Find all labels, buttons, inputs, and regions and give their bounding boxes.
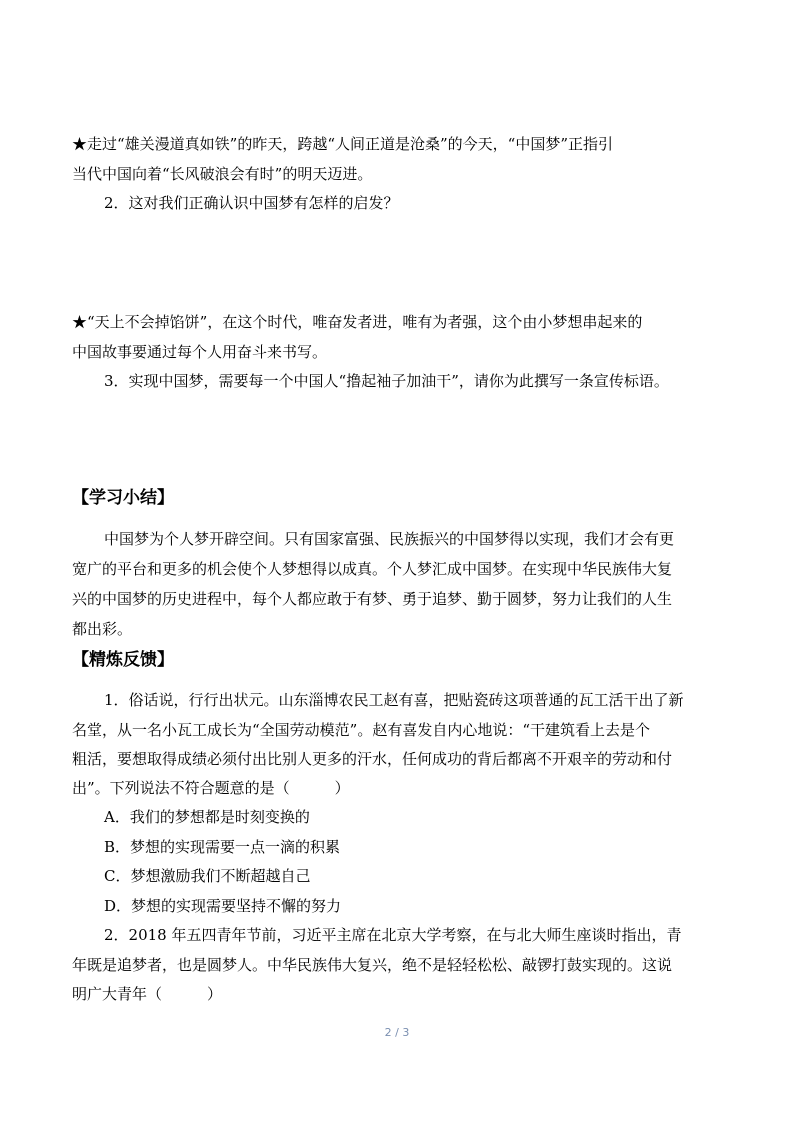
option-c: C．梦想激励我们不断超越自己	[104, 867, 311, 885]
question-1-line: 粗活，要想取得成绩必须付出比别人更多的汗水，任何成功的背后都离不开艰辛的劳动和付	[72, 750, 673, 768]
summary-line: 宽广的平台和更多的机会使个人梦想得以成真。个人梦汇成中国梦。在实现中华民族伟大复	[72, 560, 673, 578]
question-2-line: 明广大青年（ ）	[72, 985, 223, 1003]
question-1-line: 名堂，从一名小瓦工成长为“全国劳动模范”。赵有喜发自内心地说：“干建筑看上去是个	[72, 721, 651, 739]
quote-paragraph-line: ★“天上不会掉馅饼”，在这个时代，唯奋发者进，唯有为者强，这个由小梦想串起来的	[72, 313, 643, 331]
quote-paragraph-line: 中国故事要通过每个人用奋斗来书写。	[72, 343, 328, 361]
option-b: B．梦想的实现需要一点一滴的积累	[104, 838, 341, 856]
question-1-line: 1．俗话说，行行出状元。山东淄博农民工赵有喜，把贴瓷砖这项普通的瓦工活干出了新	[104, 691, 684, 709]
page-number: 2 / 3	[384, 1026, 410, 1039]
question-3: 3．实现中国梦，需要每一个中国人“撸起袖子加油干”，请你为此撰写一条宣传标语。	[104, 372, 669, 390]
question-1-line: 出”。下列说法不符合题意的是（ ）	[72, 779, 350, 797]
quote-paragraph-line: 当代中国向着“长风破浪会有时”的明天迈进。	[72, 165, 373, 183]
question-2: 2．这对我们正确认识中国梦有怎样的启发？	[104, 194, 399, 212]
summary-line: 都出彩。	[72, 620, 133, 638]
option-a: A．我们的梦想都是时刻变换的	[104, 808, 310, 826]
summary-line: 中国梦为个人梦开辟空间。只有国家富强、民族振兴的中国梦得以实现，我们才会有更	[104, 530, 675, 548]
summary-heading: 【学习小结】	[72, 488, 174, 508]
question-2-line: 年既是追梦者，也是圆梦人。中华民族伟大复兴，绝不是轻轻松松、敲锣打鼓实现的。这说	[72, 956, 673, 974]
question-2-line: 2．2018 年五四青年节前，习近平主席在北京大学考察，在与北大师生座谈时指出，青	[104, 926, 682, 944]
option-d: D．梦想的实现需要坚持不懈的努力	[104, 897, 342, 915]
quote-paragraph-line: ★走过“雄关漫道真如铁”的昨天，跨越“人间正道是沧桑”的今天，“中国梦”正指引	[72, 135, 614, 153]
feedback-heading: 【精炼反馈】	[72, 650, 174, 670]
summary-line: 兴的中国梦的历史进程中，每个人都应敢于有梦、勇于追梦、勤于圆梦，努力让我们的人生	[72, 590, 673, 608]
